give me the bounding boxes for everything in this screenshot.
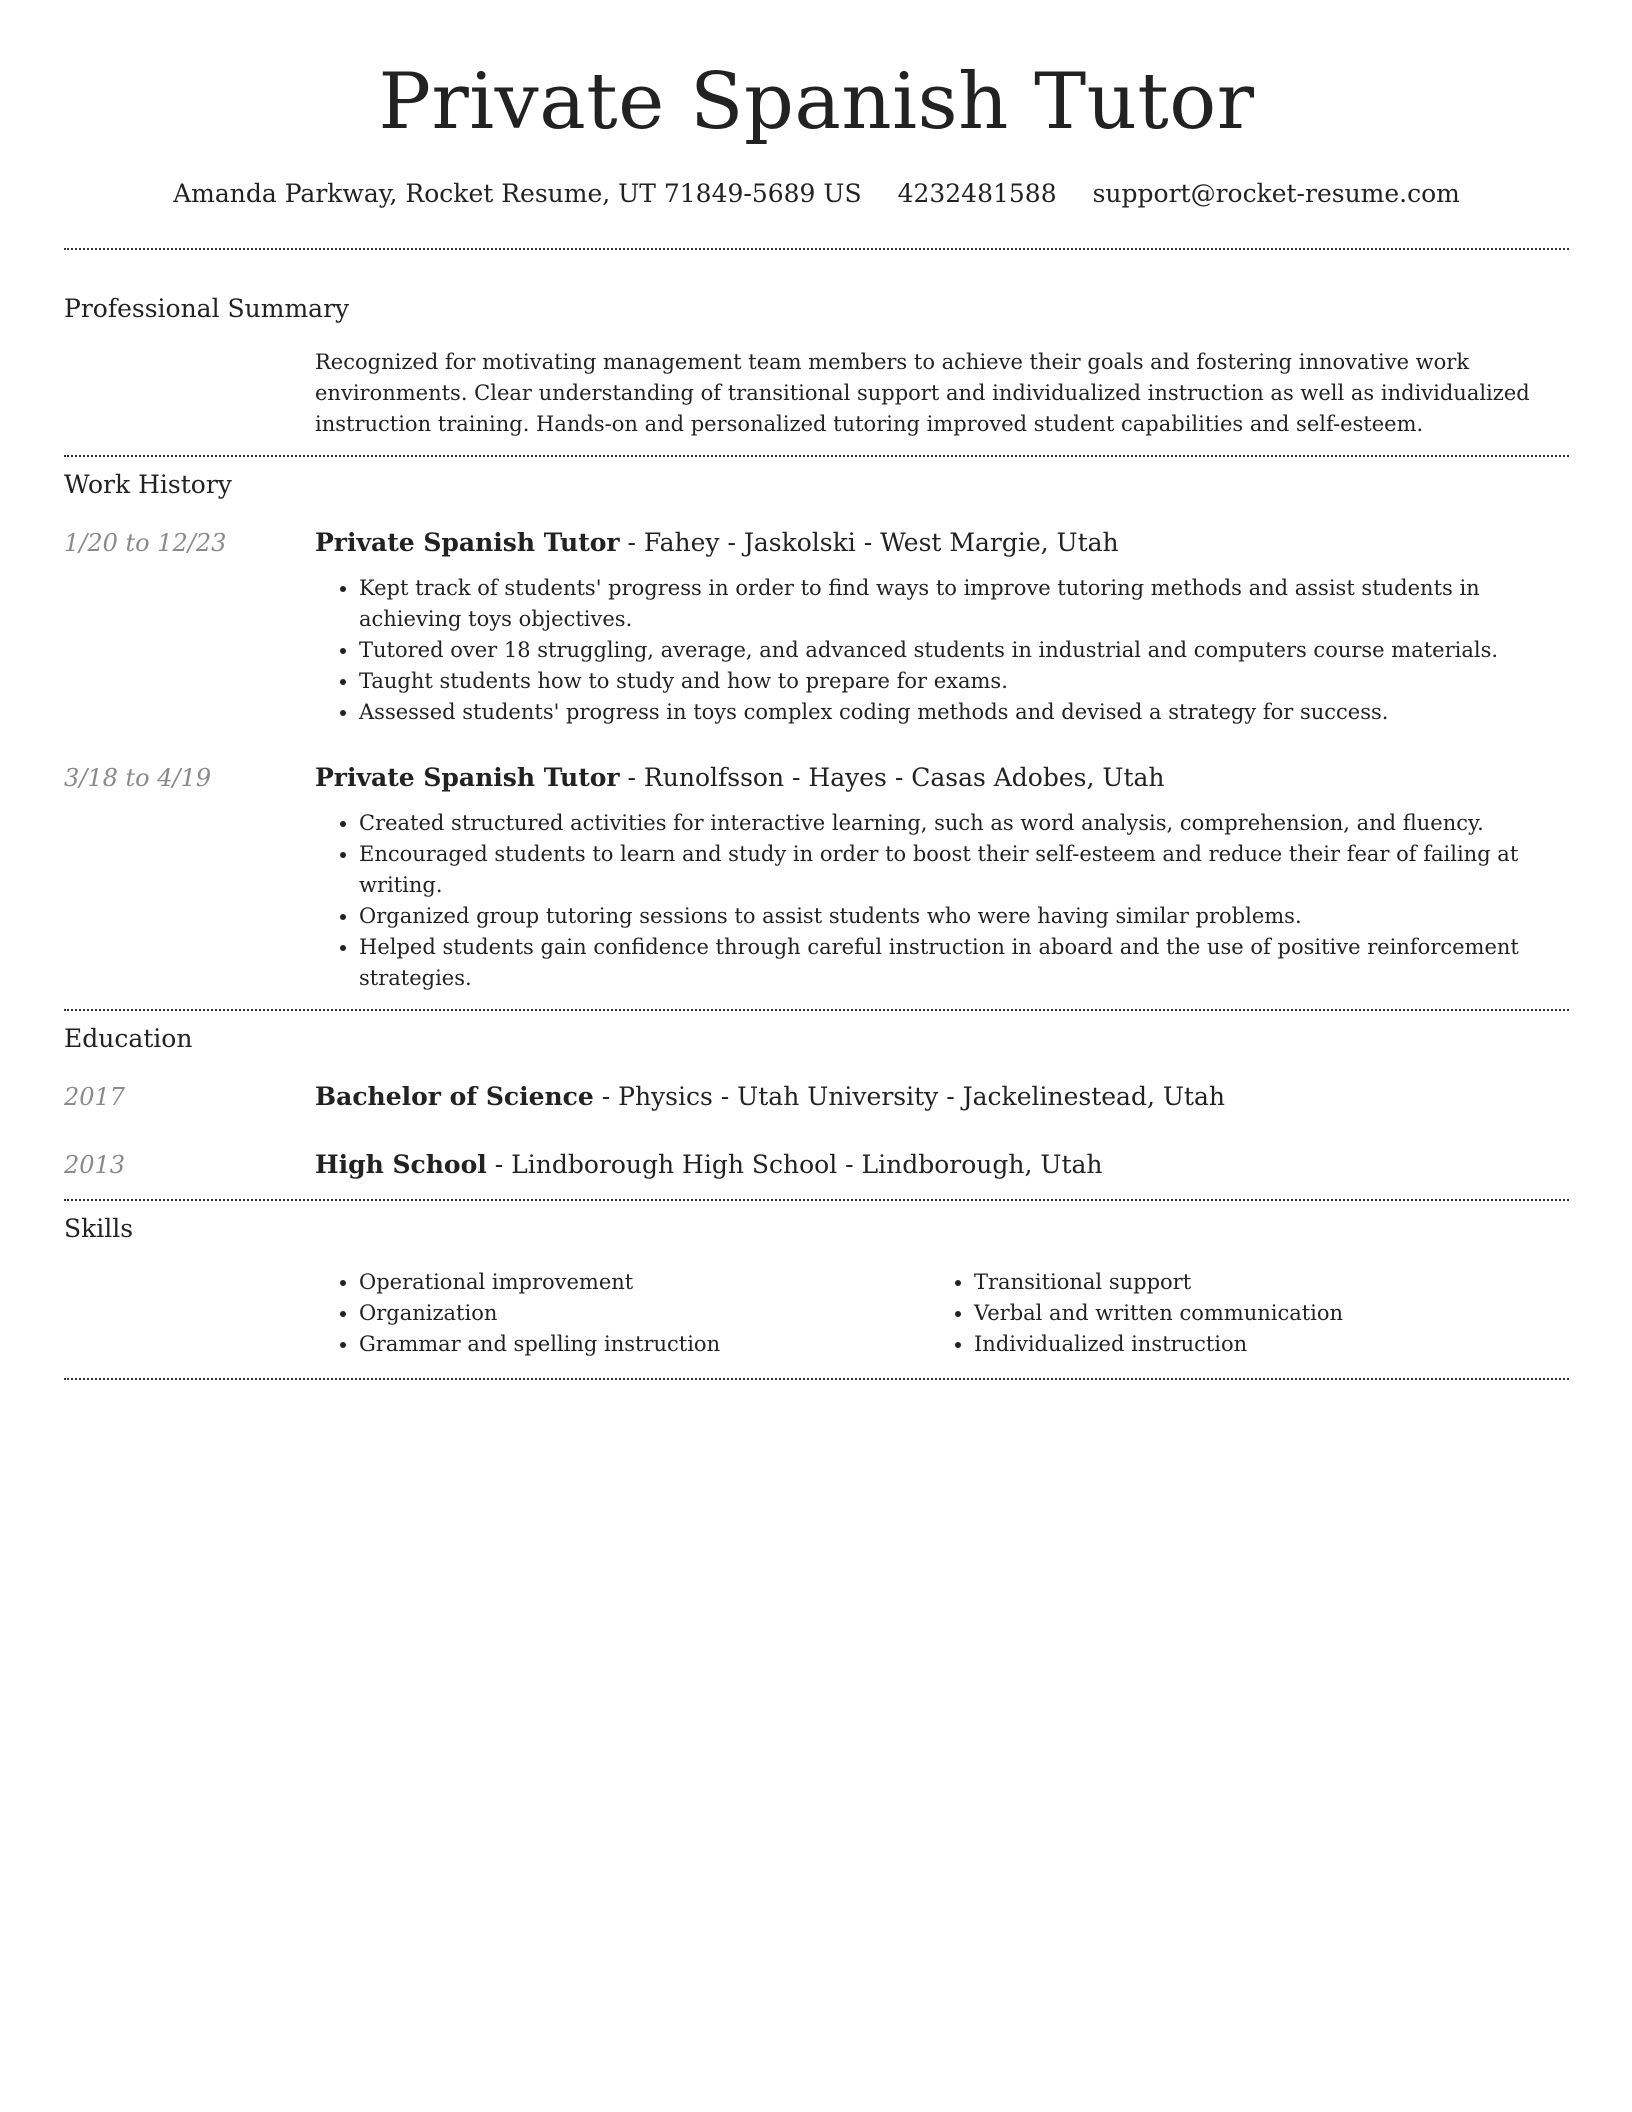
skills-list [930,1267,1545,1360]
education-title [315,1081,1569,1113]
contact-phone: 4232481588 [897,179,1057,208]
divider [64,1199,1569,1201]
list-item: • Taught students how to study and how to prepare for exams. [359,666,1569,697]
education-heading: Education [64,1024,193,1053]
divider [64,1009,1569,1011]
contact-address: Amanda Parkway, Rocket Resume, UT 71849-5689 US [173,179,862,208]
skills-list [315,1267,930,1360]
summary-heading: Professional Summary [64,294,350,323]
work-history-section [64,469,1569,994]
education-details: - Lindborough High School - Lindborough, Utah [486,1150,1103,1179]
job-title [315,762,1569,794]
list-item: • Encouraged students to learn and study in order to boost their self-esteem and reduce their fear of failing at writing. [359,839,1569,901]
skill-item: • Transitional support [974,1267,1545,1298]
job-bullets [315,808,1569,994]
job-content [315,762,1569,994]
job-entry [64,527,1569,728]
education-details: - Physics - Utah University - Jackelinestead, Utah [593,1082,1225,1111]
contact-email: support@rocket-resume.com [1092,179,1460,208]
skills-heading: Skills [64,1214,134,1243]
job-details: - Fahey - Jaskolski - West Margie, Utah [619,528,1119,557]
skills-column-left [315,1267,930,1360]
list-item: • Kept track of students' progress in order to find ways to improve tutoring methods and assist students in achieving toys objectives. [359,573,1569,635]
contact-line [64,178,1569,210]
education-year: 2017 [64,1083,126,1111]
job-details: - Runolfsson - Hayes - Casas Adobes, Utah [619,763,1165,792]
job-bullets [315,573,1569,728]
job-dates: 1/20 to 12/23 [64,529,227,557]
summary-section [64,293,1569,440]
list-item: • Tutored over 18 struggling, average, and advanced students in industrial and computers course materials. [359,635,1569,666]
education-entry [64,1081,1569,1113]
job-role: Private Spanish Tutor [315,528,620,557]
divider [64,455,1569,457]
skill-item: • Organization [359,1298,930,1329]
education-degree: High School [315,1150,487,1179]
skill-item: • Verbal and written communication [974,1298,1545,1329]
job-entry [64,762,1569,994]
education-title [315,1149,1569,1181]
list-item: • Organized group tutoring sessions to assist students who were having similar problems. [359,901,1569,932]
job-title [315,527,1569,559]
skill-item: • Grammar and spelling instruction [359,1329,930,1360]
list-item: • Assessed students' progress in toys complex coding methods and devised a strategy for success. [359,697,1569,728]
list-item: • Created structured activities for interactive learning, such as word analysis, comprehension, and fluency. [359,808,1569,839]
list-item: • Helped students gain confidence through careful instruction in aboard and the use of positive reinforcement strategies. [359,932,1569,994]
divider [64,248,1569,250]
divider [64,1378,1569,1380]
work-history-heading: Work History [64,470,232,499]
education-section [64,1023,1569,1181]
summary-text: Recognized for motivating management team members to achieve their goals and fostering innovative work environments. Clear understanding of transitional support and individualized instruction as well as individualized instruction training. Hands-on and personalized tutoring improved student capabilities and self-esteem. [315,350,1530,436]
skills-grid [315,1267,1569,1360]
skills-section [64,1213,1569,1360]
education-entry [64,1149,1569,1181]
skills-column-right [930,1267,1545,1360]
skill-item: • Operational improvement [359,1267,930,1298]
skill-item: • Individualized instruction [974,1329,1545,1360]
resume-title: Private Spanish Tutor [378,57,1255,147]
education-degree: Bachelor of Science [315,1082,594,1111]
resume-page [64,0,1569,1380]
job-role: Private Spanish Tutor [315,763,620,792]
job-dates: 3/18 to 4/19 [64,764,212,792]
education-year: 2013 [64,1151,126,1179]
job-content [315,527,1569,728]
